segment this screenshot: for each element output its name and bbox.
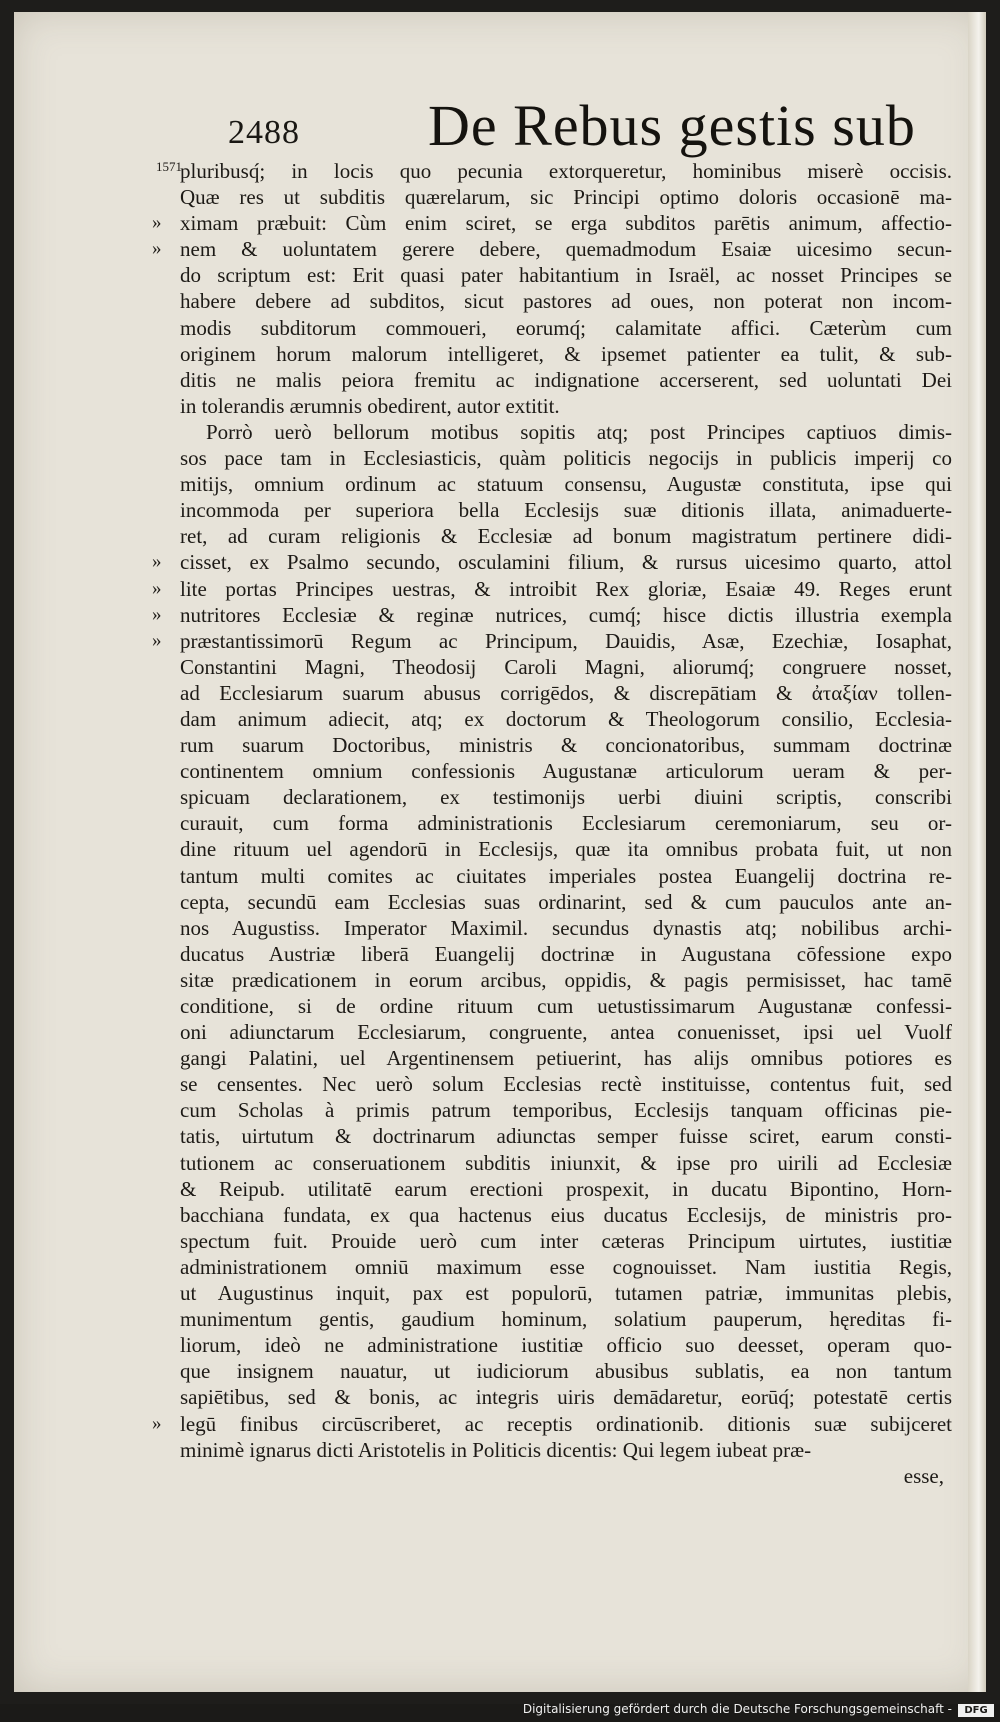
text-line (180, 341, 952, 367)
line-text: gangi Palatini, uel Argentinensem petiuerint, has alijs omnibus potiores es (180, 1046, 952, 1071)
line-text: in tolerandis ærumnis obedirent, autor extitit. (180, 393, 560, 418)
margin-quote-mark: » (152, 212, 162, 234)
line-text: sitæ prædicationem in eorum arcibus, oppidis, & pagis permisisset, hac tamē (180, 967, 952, 992)
line-text: oni adiunctarum Ecclesiarum, congruente, antea conuenisset, ipsi uel Vuolf (180, 1020, 952, 1045)
text-line (180, 1097, 952, 1123)
margin-year: 1571 (156, 159, 182, 174)
line-text: sapiētibus, sed & bonis, ac integris uiris demādaretur, eorūq́; potestatē certis (180, 1385, 952, 1410)
line-text: nem & uoluntatem gerere debere, quemadmodum Esaiæ uicesimo secun- (180, 237, 952, 262)
text-line (180, 1071, 952, 1097)
line-text: Porrò uerò bellorum motibus sopitis atq; post Principes captiuos dimis- (206, 419, 952, 444)
running-title: De Rebus gestis sub (428, 93, 916, 158)
line-text: incommoda per superiora bella Ecclesijs suæ ditionis illata, animaduerte- (180, 498, 952, 523)
page-number: 2488 (228, 114, 300, 151)
line-text: nos Augustiss. Imperator Maximil. secundus dynastis atq; nobilibus archi- (180, 915, 952, 940)
line-text: bacchiana fundata, ex qua hactenus eius ducatus Ecclesijs, de ministris pro- (180, 1202, 952, 1227)
line-text: do scriptum est: Erit quasi pater habitantium in Israël, ac nosset Principes se (180, 263, 952, 288)
text-line (180, 967, 952, 993)
text-line (152, 1411, 952, 1437)
line-text: ut Augustinus inquit, pax est populorū, tutamen patriæ, immunitas plebis, (180, 1281, 952, 1306)
text-line (180, 810, 952, 836)
line-text: spectum fuit. Prouide uerò cum inter cæteras Principum uirtutes, iustitiæ (180, 1228, 952, 1253)
line-text: esse, (903, 1463, 944, 1488)
line-text: originem horum malorum intelligeret, & ipsemet patienter ea tulit, & sub- (180, 341, 952, 366)
line-text: modis subditorum commoueri, eorumq́; calamitate affici. Cæterùm cum (180, 315, 952, 340)
text-line (180, 1228, 952, 1254)
text-line (180, 758, 952, 784)
line-text: cisset, ex Psalmo secundo, osculamini filium, & rursus uicesimo quarto, attol (180, 550, 952, 575)
line-text: præstantissimorū Regum ac Principum, Dauidis, Asæ, Ezechiæ, Iosaphat, (180, 628, 952, 653)
text-line (180, 1463, 952, 1489)
text-line (180, 497, 952, 523)
text-line (152, 602, 952, 628)
line-text: ditis ne malis peiora fremitu ac indignatione accerserent, sed uoluntati Dei (180, 367, 952, 392)
margin-quote-mark: » (152, 1412, 162, 1434)
text-line (180, 1150, 952, 1176)
margin-quote-mark: » (152, 551, 162, 573)
text-line (180, 1358, 952, 1384)
line-text: & Reipub. utilitatē earum erectioni prospexit, in ducatu Bipontino, Horn- (180, 1176, 952, 1201)
text-line (180, 288, 952, 314)
text-line (180, 184, 952, 210)
text-line (180, 445, 952, 471)
line-text: mitijs, omnium ordinum ac statuum consensu, Augustæ constituta, ipse qui (180, 472, 952, 497)
margin-quote-mark: » (152, 603, 162, 625)
line-text: minimè ignarus dicti Aristotelis in Politicis dicentis: Qui legem iubeat præ- (180, 1437, 812, 1462)
text-line (180, 1123, 952, 1149)
line-text: cepta, secundū eam Ecclesias suas ordinarint, sed & cum pauculos ante an- (180, 889, 952, 914)
line-text: ret, ad curam religionis & Ecclesiæ ad bonum magistratum pertinere didi- (180, 524, 952, 549)
text-line (180, 1384, 952, 1410)
text-line (180, 732, 952, 758)
line-text: rum suarum Doctoribus, ministris & concionatoribus, summam doctrinæ (180, 733, 952, 758)
margin-quote-mark: » (152, 577, 162, 599)
dfg-logo: DFG (958, 1704, 994, 1717)
line-text: curauit, cum forma administrationis Ecclesiarum ceremoniarum, seu or- (180, 811, 952, 836)
text-line (152, 576, 952, 602)
line-text: Quæ res ut subditis quærelarum, sic Principi optimo doloris occasionē ma- (180, 185, 952, 210)
line-text: legū finibus circūscriberet, ac receptis ordinationib. ditionis suæ subijceret (180, 1411, 952, 1436)
text-line (180, 654, 952, 680)
text-line (180, 262, 952, 288)
line-text: ducatus Austriæ liberā Euangelij doctrinæ in Augustana cōfessione expo (180, 941, 952, 966)
text-line (180, 1332, 952, 1358)
line-text: liorum, ideò ne administratione iustitiæ officio suo deesset, operam quo- (180, 1333, 952, 1358)
line-text: lite portas Principes uestras, & introibit Rex gloriæ, Esaiæ 49. Reges erunt (180, 576, 952, 601)
text-line (152, 236, 952, 262)
line-text: ximam præbuit: Cùm enim sciret, se erga subditos parētis animum, affectio- (180, 211, 952, 236)
text-line (180, 1306, 952, 1332)
text-line (180, 706, 952, 732)
line-text: se censentes. Nec uerò solum Ecclesias rectè instituisse, contentus fuit, sed (180, 1072, 952, 1097)
text-line (180, 1176, 952, 1202)
text-line (152, 210, 952, 236)
margin-quote-mark: » (152, 238, 162, 260)
line-text: spicuam declarationem, ex testimonijs uerbi diuini scriptis, conscribi (180, 785, 952, 810)
text-line (180, 784, 952, 810)
text-line (180, 523, 952, 549)
line-text: ad Ecclesiarum suarum abusus corrigēdos, & discrepātiam & ἀταξίαν tollen- (180, 680, 952, 705)
text-line (180, 367, 952, 393)
line-text: habere debere ad subditos, sicut pastores ad oues, non poterat non incom- (180, 289, 952, 314)
text-line (180, 471, 952, 497)
line-text: pluribusq́; in locis quo pecunia extorqueretur, hominibus miserè occisis. (180, 159, 952, 183)
line-text: continentem omnium confessionis Augustanæ articulorum ueram & per- (180, 759, 952, 784)
line-text: conditione, si de ordine rituum cum uetustissimarum Augustanæ confessi- (180, 994, 952, 1018)
line-text: munimentum gentis, gaudium hominum, solatium pauperum, hęreditas fi- (180, 1307, 952, 1332)
text-line (180, 889, 952, 915)
line-text: administrationem omniū maximum esse cognouisset. Nam iustitia Regis, (180, 1254, 952, 1279)
text-line (180, 836, 952, 862)
line-text: que insignem nauatur, ut iudiciorum abusibus sublatis, ea non tantum (180, 1359, 952, 1384)
line-text: tantum multi comites ac ciuitates imperiales postea Euangelij doctrina re- (180, 863, 952, 888)
text-line (180, 315, 952, 341)
body-text (152, 158, 952, 1489)
line-text: tatis, uirtutum & doctrinarum adiunctas semper fuisse sciret, earum consti- (180, 1124, 952, 1149)
text-line (180, 941, 952, 967)
line-text: dine rituum uel agendorū in Ecclesijs, quæ ita omnibus probata fuit, ut non (180, 837, 952, 862)
text-line (180, 1254, 952, 1280)
text-line (180, 419, 952, 445)
text-line (180, 680, 952, 706)
text-line (180, 393, 952, 419)
text-line (180, 1045, 952, 1071)
margin-quote-mark: » (152, 629, 162, 651)
text-line (180, 1437, 952, 1463)
text-line (180, 863, 952, 889)
text-line (152, 628, 952, 654)
line-text: dam animum adiecit, atq; ex doctorum & Theologorum consilio, Ecclesia- (180, 706, 952, 731)
line-text: sos pace tam in Ecclesiasticis, quàm politicis negocijs in publicis imperij co (180, 446, 952, 471)
line-text: tutionem ac conseruationem subditis iniunxit, & ipse pro uirili ad Ecclesiæ (180, 1150, 952, 1175)
text-line (156, 158, 952, 184)
line-text: nutritores Ecclesiæ & reginæ nutrices, cumq́; hisce dictis illustria exempla (180, 602, 952, 627)
line-text: Constantini Magni, Theodosij Caroli Magni, aliorumq́; congruere nosset, (180, 654, 952, 679)
text-line (180, 1280, 952, 1306)
footer-credit: Digitalisierung gefördert durch die Deutsche Forschungsgemeinschaft - (522, 1702, 952, 1716)
text-line (180, 1202, 952, 1228)
text-line (180, 993, 952, 1019)
page-edge (968, 12, 986, 1692)
text-line (180, 1019, 952, 1045)
text-line (180, 915, 952, 941)
line-text: cum Scholas à primis patrum temporibus, Ecclesijs tanquam officinas pie- (180, 1098, 952, 1123)
text-line (152, 549, 952, 575)
